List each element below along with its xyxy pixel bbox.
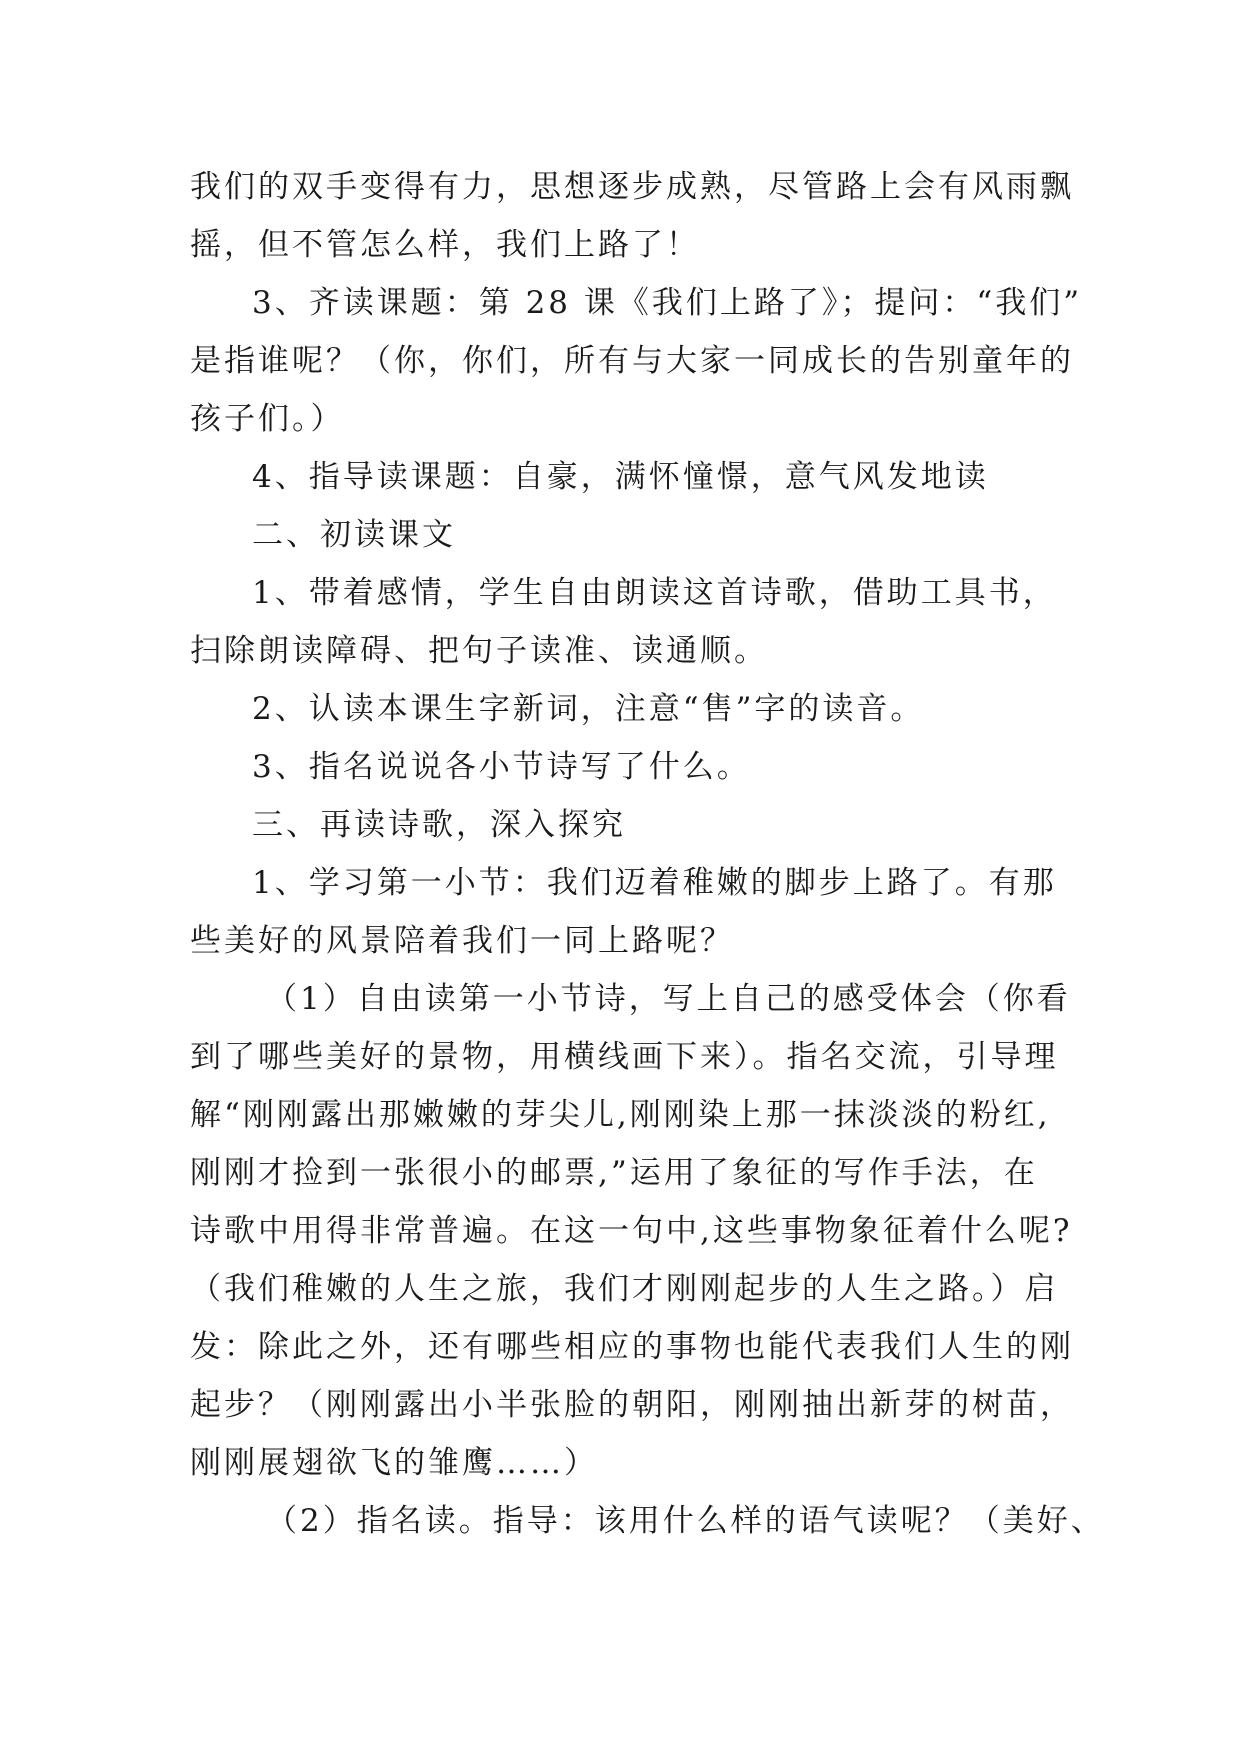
text-line: （2）指名读。指导：该用什么样的语气读呢？（美好、 [266, 1503, 1105, 1539]
text-line: 2、认读本课生字新词，注意“售”字的读音。 [252, 691, 925, 727]
document-body [190, 158, 1105, 1550]
text-line: 摇，但不管怎么样，我们上路了！ [190, 227, 700, 263]
text-line: 我们的双手变得有力，思想逐步成熟，尽管路上会有风雨飘 [190, 169, 1074, 205]
text-line: 1、带着感情，学生自由朗读这首诗歌，借助工具书， [252, 575, 1057, 611]
section-heading: 二、初读课文 [252, 517, 456, 553]
text-line: 诗歌中用得非常普遍。在这一句中,这些事物象征着什么呢? [190, 1213, 1073, 1249]
text-line: 解“刚刚露出那嫩嫩的芽尖儿,刚刚染上那一抹淡淡的粉红, [190, 1097, 1051, 1133]
text-line: （1）自由读第一小节诗，写上自己的感受体会（你看 [266, 981, 1071, 1017]
text-line: 3、指名说说各小节诗写了什么。 [252, 749, 751, 785]
text-line: 4、指导读课题：自豪，满怀憧憬，意气风发地读 [252, 459, 989, 495]
text-line: 起步？（刚刚露出小半张脸的朝阳，刚刚抽出新芽的树苗， [190, 1387, 1074, 1423]
text-line: 是指谁呢？（你，你们，所有与大家一同成长的告别童年的 [190, 343, 1074, 379]
text-line: 到了哪些美好的景物，用横线画下来）。指名交流，引导理 [190, 1039, 1059, 1075]
text-line: 些美好的风景陪着我们一同上路呢？ [190, 923, 734, 959]
text-line: 刚刚才捡到一张很小的邮票,”运用了象征的写作手法，在 [190, 1155, 1038, 1191]
text-line: 3、齐读课题：第 28 课《我们上路了》；提问：“我们” [252, 285, 1083, 321]
text-line: 刚刚展翅欲飞的雏鹰……） [190, 1445, 598, 1481]
text-line: （我们稚嫩的人生之旅，我们才刚刚起步的人生之路。）启 [190, 1271, 1059, 1307]
text-line: 1、学习第一小节：我们迈着稚嫩的脚步上路了。有那 [252, 865, 1057, 901]
text-line: 孩子们。） [190, 401, 345, 437]
text-line: 扫除朗读障碍、把句子读准、读通顺。 [190, 633, 768, 669]
text-line: 发：除此之外，还有哪些相应的事物也能代表我们人生的刚 [190, 1329, 1074, 1365]
section-heading: 三、再读诗歌，深入探究 [252, 807, 626, 843]
